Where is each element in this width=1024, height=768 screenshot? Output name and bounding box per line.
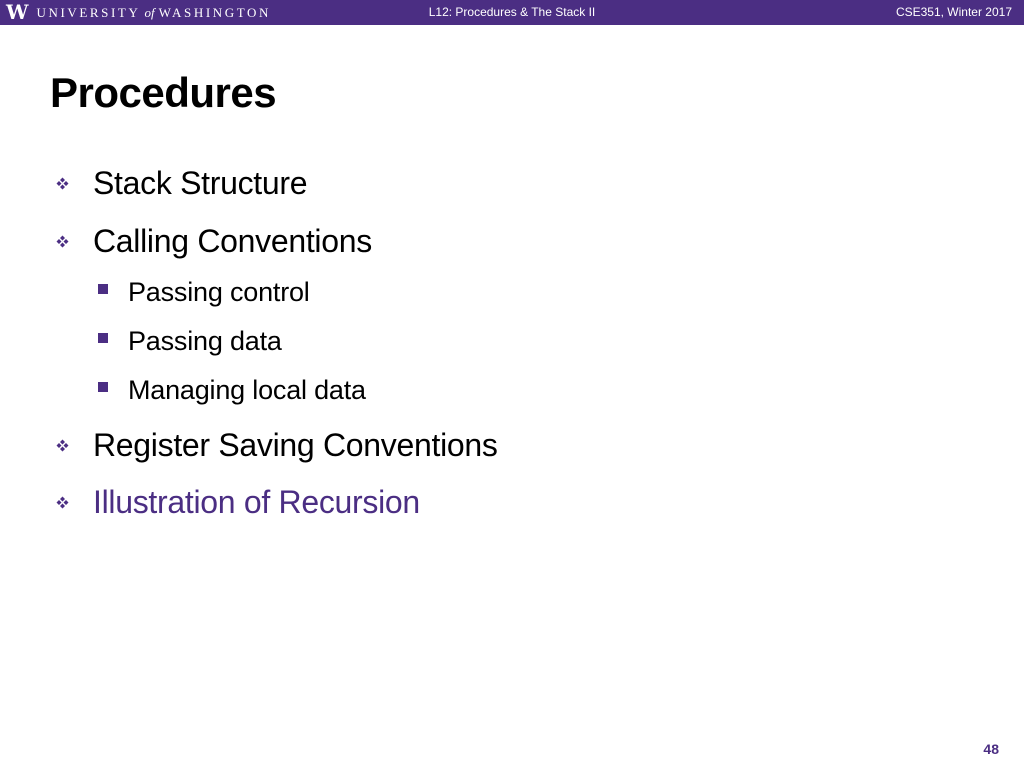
bullet-text: Calling Conventions bbox=[93, 222, 372, 259]
slide-title: Procedures bbox=[50, 69, 277, 116]
diamond-bullet-icon bbox=[56, 235, 93, 248]
bullet-item-highlighted bbox=[56, 480, 420, 524]
uw-wordmark-of: of bbox=[144, 5, 155, 20]
bullet-text: Register Saving Conventions bbox=[93, 426, 498, 463]
sub-bullet-text: Passing control bbox=[128, 276, 310, 307]
bullet-item bbox=[56, 423, 498, 467]
uw-w-logo-mark: W bbox=[6, 0, 29, 24]
square-bullet-icon bbox=[98, 339, 128, 343]
page-number: 48 bbox=[983, 741, 999, 757]
course-label: CSE351, Winter 2017 bbox=[895, 5, 1012, 19]
diamond-bullet-icon bbox=[56, 439, 93, 452]
square-bullet-icon bbox=[98, 290, 128, 294]
square-bullet-icon bbox=[98, 388, 128, 392]
bullet-item bbox=[56, 161, 307, 205]
lecture-title: L12: Procedures & The Stack II bbox=[428, 5, 596, 19]
uw-wordmark-washington: WASHINGTON bbox=[158, 5, 272, 20]
diamond-bullet-icon bbox=[56, 177, 93, 190]
bullet-item bbox=[56, 219, 372, 263]
uw-wordmark-university: UNIVERSITY bbox=[36, 5, 141, 20]
sub-bullet-item bbox=[98, 372, 366, 408]
sub-bullet-item bbox=[98, 274, 310, 310]
sub-bullet-text: Managing local data bbox=[128, 374, 366, 405]
diamond-bullet-icon bbox=[56, 496, 93, 509]
sub-bullet-text: Passing data bbox=[128, 325, 282, 356]
bullet-text: Stack Structure bbox=[93, 164, 308, 201]
sub-bullet-item bbox=[98, 323, 282, 359]
bullet-text: Illustration of Recursion bbox=[93, 483, 420, 520]
